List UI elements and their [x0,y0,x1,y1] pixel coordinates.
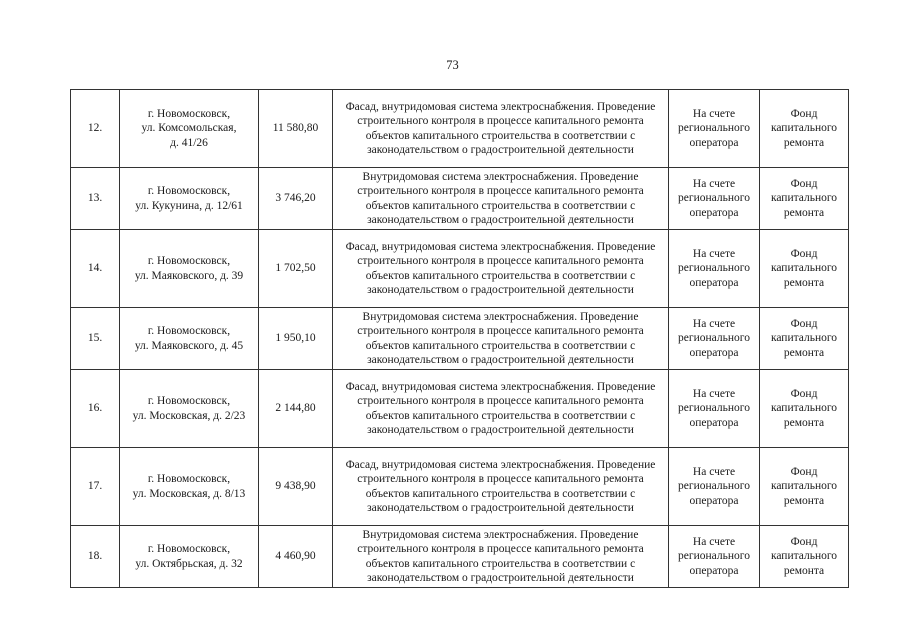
address-street: ул. Кукунина, д. 12/61 [135,199,243,212]
address-cell [120,90,259,168]
works-cell: Внутридомовая система электроснабжения. Проведение строительного контроля в процессе капитального ремонта объектов капитального строительства в соответствии с законодательством о градостроительной деятельности [333,308,669,370]
table-row [71,526,849,588]
row-number-cell: 12. [71,90,120,168]
row-number-cell: 13. [71,168,120,230]
address-city: г. Новомосковск, [147,543,231,556]
address-house: д. 41/26 [170,136,208,149]
account-cell: На счете регионального оператора [669,230,760,308]
row-number-cell: 18. [71,526,120,588]
address-cell [120,168,259,230]
address-street: ул. Маяковского, д. 39 [134,269,244,282]
works-cell: Фасад, внутридомовая система электроснабжения. Проведение строительного контроля в процессе капитального ремонта объектов капитального строительства в соответствии с законодательством о градостроительной деятельности [333,370,669,448]
funding-source-cell: Фонд капитального ремонта [760,448,849,526]
table-row [71,90,849,168]
address-city: г. Новомосковск, [147,325,231,338]
works-cell: Внутридомовая система электроснабжения. Проведение строительного контроля в процессе капитального ремонта объектов капитального строительства в соответствии с законодательством о градостроительной деятельности [333,526,669,588]
address-city: г. Новомосковск, [147,185,231,198]
address-cell [120,308,259,370]
table-row [71,230,849,308]
address-street: ул. Комсомольская, [141,122,237,135]
row-number-cell: 14. [71,230,120,308]
account-cell: На счете регионального оператора [669,168,760,230]
funding-source-cell: Фонд капитального ремонта [760,90,849,168]
row-number-cell: 16. [71,370,120,448]
address-street: ул. Маяковского, д. 45 [134,339,244,352]
table-row [71,370,849,448]
account-cell: На счете регионального оператора [669,370,760,448]
sum-cell: 1 950,10 [259,308,333,370]
funding-source-cell: Фонд капитального ремонта [760,370,849,448]
address-cell [120,230,259,308]
funding-source-cell: Фонд капитального ремонта [760,526,849,588]
address-city: г. Новомосковск, [147,395,231,408]
works-cell: Фасад, внутридомовая система электроснабжения. Проведение строительного контроля в процессе капитального ремонта объектов капитального строительства в соответствии с законодательством о градостроительной деятельности [333,90,669,168]
address-cell [120,370,259,448]
address-street: ул. Московская, д. 8/13 [132,487,246,500]
sum-cell: 1 702,50 [259,230,333,308]
account-cell: На счете регионального оператора [669,526,760,588]
sum-cell: 3 746,20 [259,168,333,230]
address-city: г. Новомосковск, [147,107,231,120]
address-street: ул. Московская, д. 2/23 [132,409,246,422]
row-number-cell: 17. [71,448,120,526]
row-number-cell: 15. [71,308,120,370]
works-cell: Фасад, внутридомовая система электроснабжения. Проведение строительного контроля в процессе капитального ремонта объектов капитального строительства в соответствии с законодательством о градостроительной деятельности [333,230,669,308]
table-row [71,168,849,230]
account-cell: На счете регионального оператора [669,90,760,168]
works-table [70,89,849,588]
works-cell: Внутридомовая система электроснабжения. Проведение строительного контроля в процессе капитального ремонта объектов капитального строительства в соответствии с законодательством о градостроительной деятельности [333,168,669,230]
address-city: г. Новомосковск, [147,255,231,268]
address-cell [120,448,259,526]
funding-source-cell: Фонд капитального ремонта [760,230,849,308]
works-cell: Фасад, внутридомовая система электроснабжения. Проведение строительного контроля в процессе капитального ремонта объектов капитального строительства в соответствии с законодательством о градостроительной деятельности [333,448,669,526]
sum-cell: 9 438,90 [259,448,333,526]
table-row [71,308,849,370]
sum-cell: 2 144,80 [259,370,333,448]
sum-cell: 11 580,80 [259,90,333,168]
funding-source-cell: Фонд капитального ремонта [760,308,849,370]
address-city: г. Новомосковск, [147,473,231,486]
account-cell: На счете регионального оператора [669,308,760,370]
address-cell [120,526,259,588]
address-street: ул. Октябрьская, д. 32 [135,557,243,570]
page-number: 73 [446,58,459,72]
account-cell: На счете регионального оператора [669,448,760,526]
funding-source-cell: Фонд капитального ремонта [760,168,849,230]
table-row [71,448,849,526]
sum-cell: 4 460,90 [259,526,333,588]
